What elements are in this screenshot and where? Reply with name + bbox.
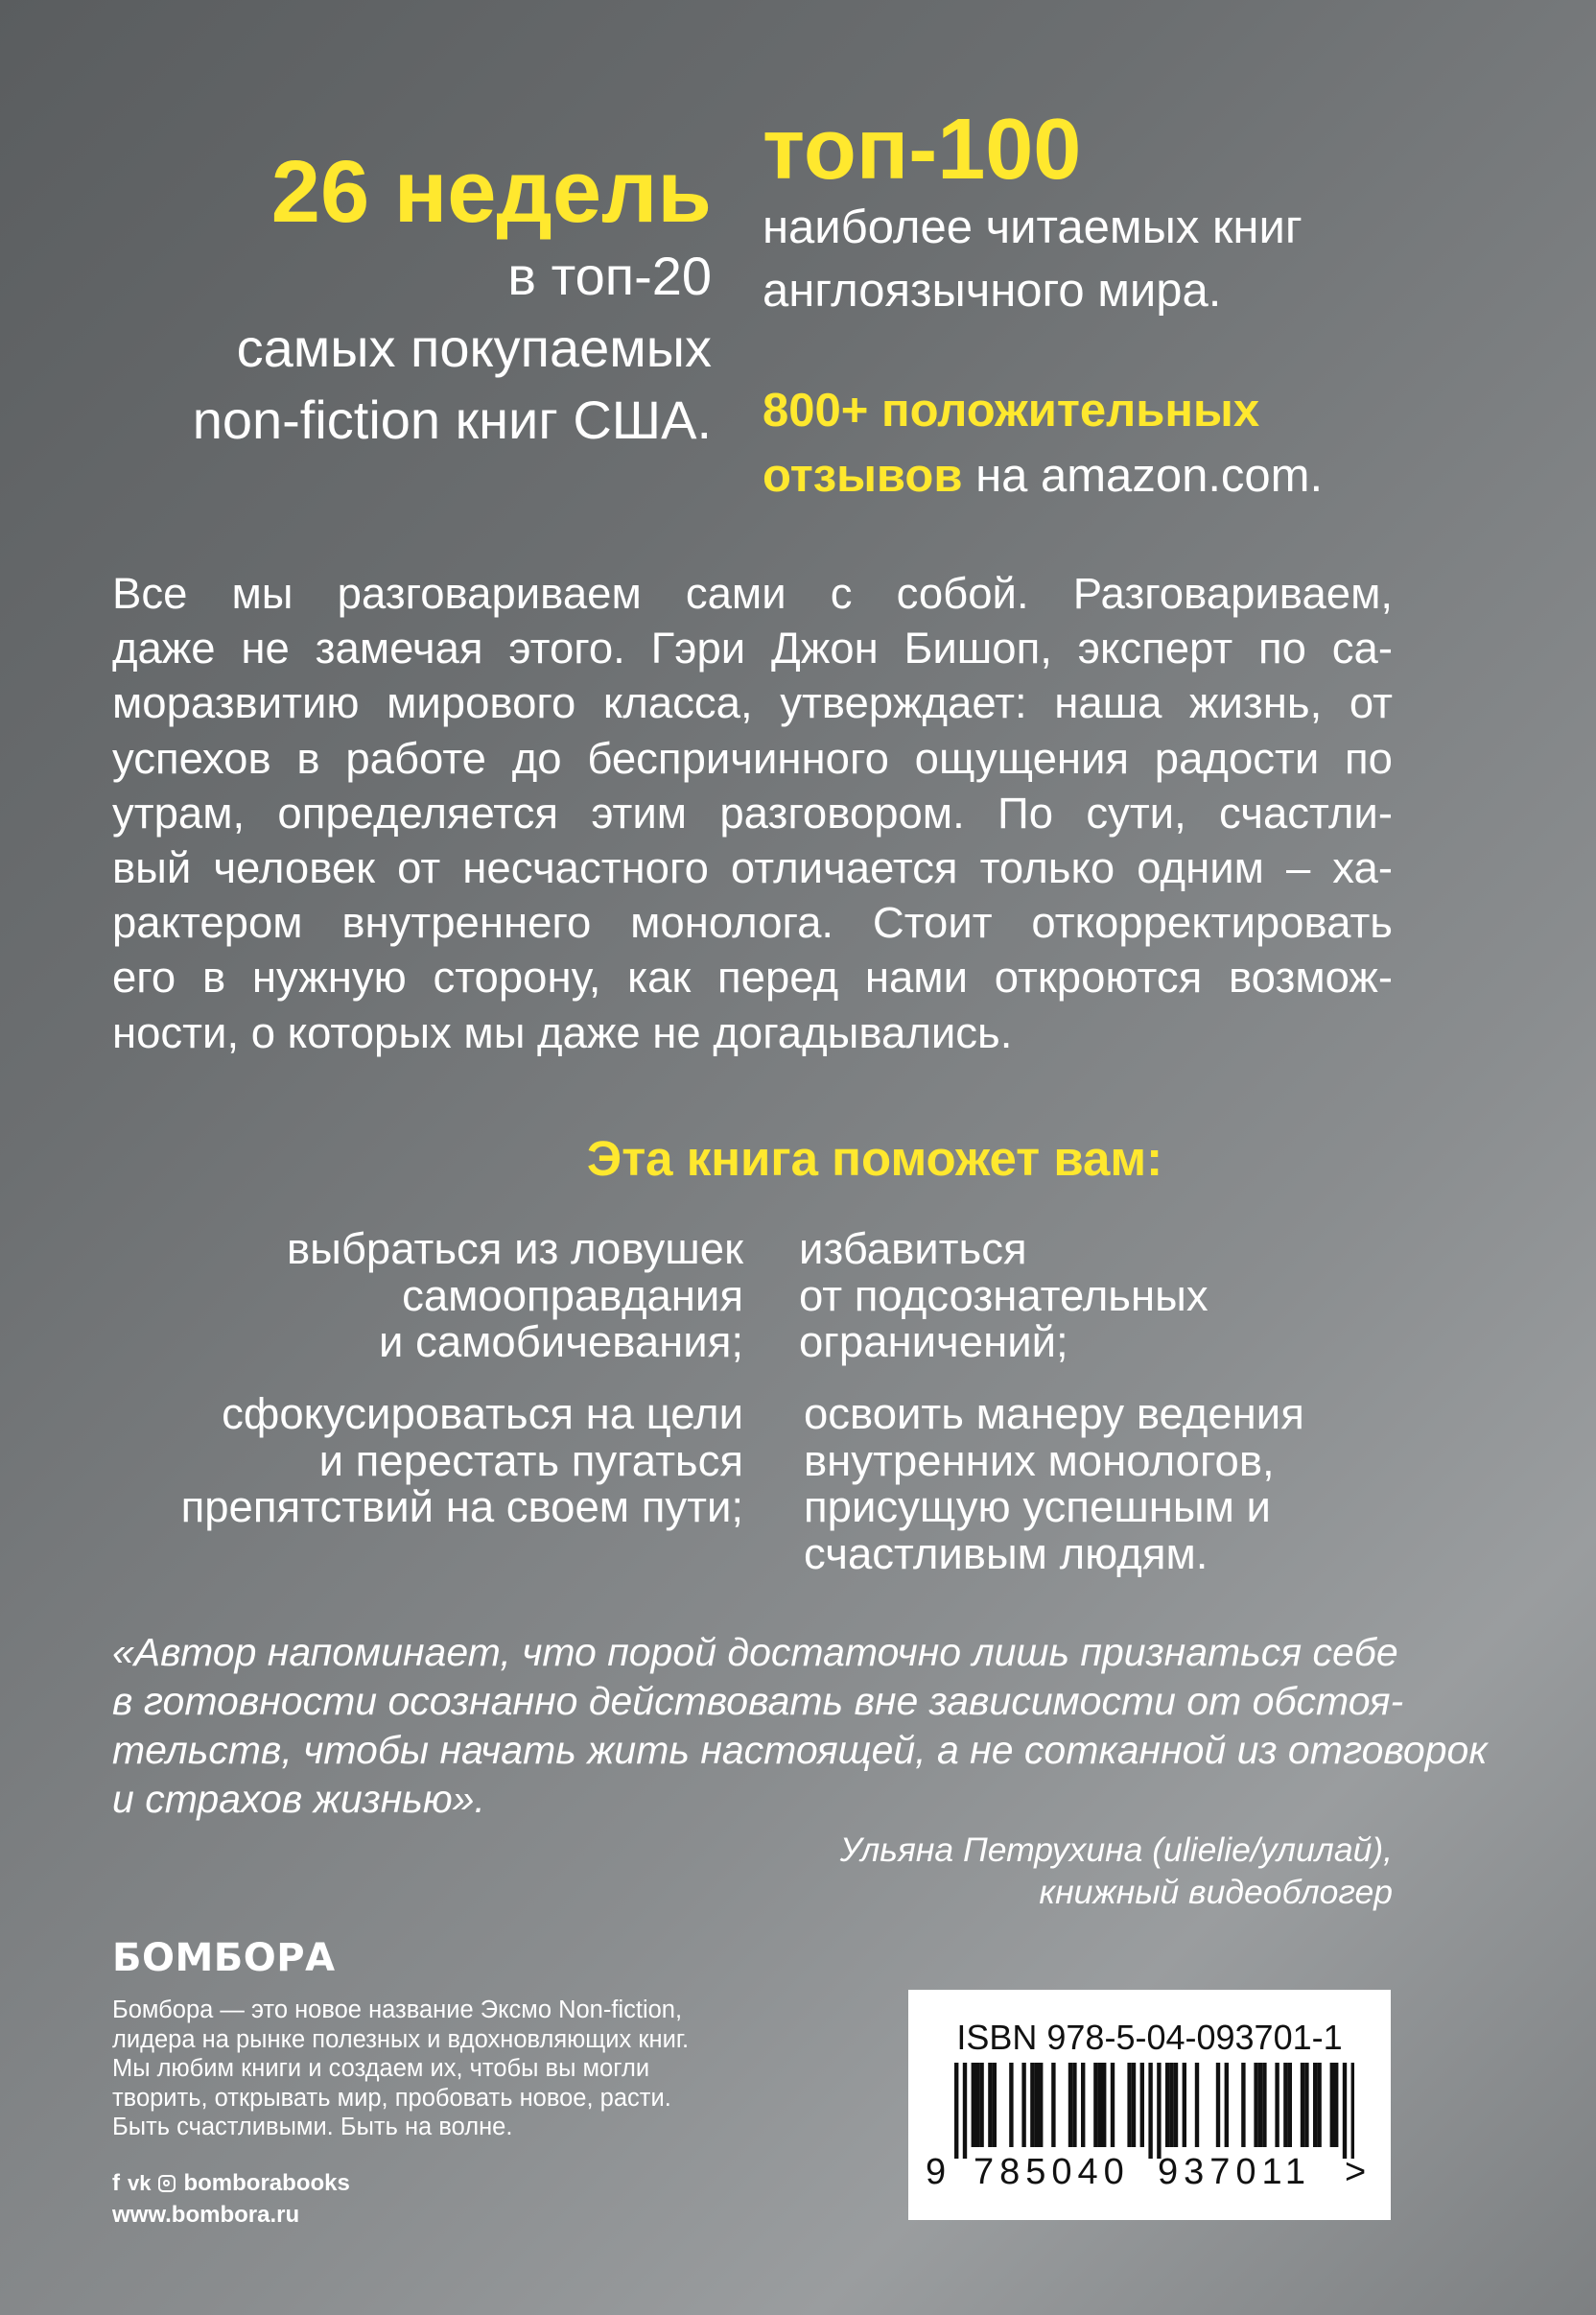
- reviews-text: [763, 378, 1530, 508]
- benefits-heading: Эта книга поможет вам:: [586, 1131, 1163, 1186]
- barcode-bar: [1157, 2063, 1161, 2159]
- vk-icon: vk: [128, 2171, 152, 2195]
- publisher-line: творить, открывать мир, пробовать новое, расти.: [112, 2084, 671, 2112]
- barcode-first-digit: 9: [926, 2152, 947, 2192]
- barcode-bar: [1132, 2063, 1136, 2147]
- barcode-bar: [1169, 2063, 1173, 2147]
- publisher-line: Мы любим книги и создаем их, чтобы вы могли: [112, 2055, 650, 2082]
- publisher-description: [112, 1996, 803, 2142]
- barcode-bar: [975, 2063, 979, 2147]
- barcode-bar: [1081, 2063, 1085, 2147]
- quote-line: тельств, чтобы начать жить настоящей, а не сотканной из отговорок: [112, 1728, 1488, 1772]
- weeks-title: 26 недель: [270, 143, 712, 241]
- weeks-line: в топ-20: [507, 246, 712, 306]
- barcode-bar: [954, 2063, 958, 2159]
- barcode-bar: [1021, 2063, 1025, 2147]
- benefit-line: выбраться из ловушек: [286, 1224, 743, 1273]
- barcode-bar: [1174, 2063, 1178, 2147]
- reviews-label: отзывов: [763, 450, 963, 502]
- top100-block: [763, 104, 1530, 508]
- review-quote: [112, 1628, 1488, 1824]
- benefit-line: от подсознательных: [799, 1270, 1209, 1320]
- barcode-bar: [1216, 2063, 1220, 2147]
- benefit-line: самооправдания: [402, 1270, 743, 1320]
- barcode-bar: [1351, 2063, 1354, 2159]
- barcode-bar: [1148, 2063, 1152, 2159]
- description-line: успехов в работе до беспричинного ощущения радости по: [112, 733, 1393, 783]
- description-line: его в нужную сторону, как перед нами откроются возмож-: [112, 953, 1393, 1003]
- barcode-bar: [1241, 2063, 1245, 2147]
- description-line: даже не замечая этого. Гэри Джон Бишоп, эксперт по са-: [112, 624, 1393, 673]
- barcode-bar: [972, 2063, 975, 2147]
- benefit-item: [804, 1391, 1475, 1577]
- description-line: ности, о которых мы даже не догадывались.: [112, 1007, 1013, 1057]
- barcode-bar: [1098, 2063, 1102, 2147]
- barcode-bar: [1072, 2063, 1076, 2147]
- benefit-item: [72, 1391, 743, 1531]
- quote-line: и страхов жизнью».: [112, 1777, 485, 1821]
- isbn-barcode: [908, 1990, 1391, 2220]
- weeks-line: non-fiction книг США.: [192, 390, 712, 450]
- social-links: [112, 2170, 350, 2197]
- book-description: [112, 566, 1393, 1060]
- barcode-bar: [1030, 2063, 1034, 2147]
- benefit-line: счастливым людям.: [804, 1528, 1209, 1578]
- barcode-bar: [1334, 2063, 1338, 2147]
- instagram-icon: [158, 2175, 176, 2192]
- barcode-bar: [1102, 2063, 1106, 2147]
- barcode-bar: [1035, 2063, 1039, 2147]
- reviews-source: на amazon.com.: [962, 450, 1324, 502]
- barcode-bar: [1093, 2063, 1097, 2147]
- barcode-bar: [1225, 2063, 1229, 2147]
- barcode-bar: [1313, 2063, 1317, 2147]
- quote-line: в готовности осознанно действовать вне зависимости от обстоя-: [112, 1679, 1404, 1723]
- barcode-bar: [1051, 2063, 1055, 2147]
- barcode-bar: [1165, 2063, 1169, 2147]
- benefit-line: освоить манеру ведения: [804, 1389, 1304, 1438]
- quote-line: «Автор напоминает, что порой достаточно лишь признаться себе: [112, 1630, 1398, 1674]
- benefit-item: [72, 1226, 743, 1366]
- barcode-end-mark: >: [1345, 2152, 1367, 2192]
- barcode-bar: [1127, 2063, 1131, 2147]
- publisher-website: www.bombora.ru: [112, 2202, 300, 2228]
- publisher-logo: БОМБОРА: [112, 1936, 336, 1980]
- publisher-line: Бомбора — это новое название Эксмо Non-fiction,: [112, 1996, 683, 2023]
- publisher-line: лидера на рынке полезных и вдохновляющих книг.: [112, 2025, 690, 2053]
- weeks-line: самых покупаемых: [236, 318, 712, 378]
- barcode-bar: [1258, 2063, 1262, 2147]
- barcode-bar: [1111, 2063, 1115, 2147]
- barcode-bar: [1304, 2063, 1308, 2147]
- barcode-bar: [1068, 2063, 1072, 2147]
- barcode-bar: [1254, 2063, 1257, 2147]
- barcode-bar: [979, 2063, 983, 2147]
- barcode-bar: [1039, 2063, 1043, 2147]
- barcode-bar: [1262, 2063, 1266, 2147]
- quote-author-role: книжный видеоблогер: [1039, 1873, 1393, 1911]
- benefit-line: избавиться: [799, 1224, 1027, 1273]
- barcode-bar: [1195, 2063, 1199, 2147]
- barcode-bar: [963, 2063, 967, 2159]
- reviews-count: 800+ положительных: [763, 385, 1260, 437]
- benefit-line: и перестать пугаться: [318, 1435, 743, 1485]
- facebook-icon: f: [112, 2170, 120, 2196]
- barcode-bar: [1288, 2063, 1292, 2147]
- barcode-bar: [1317, 2063, 1321, 2147]
- barcode-bar: [993, 2063, 997, 2147]
- benefit-line: внутренних монологов,: [804, 1435, 1275, 1485]
- barcode-bar: [1283, 2063, 1287, 2147]
- quote-author-name: Ульяна Петрухина (ulielie/улилай),: [839, 1831, 1393, 1869]
- benefit-line: ограничений;: [799, 1317, 1068, 1366]
- isbn-label: ISBN 978-5-04-093701-1: [956, 2018, 1343, 2057]
- top100-title: топ-100: [763, 102, 1082, 198]
- description-line: рактером внутреннего монолога. Стоит откорректировать: [112, 898, 1393, 948]
- social-handle: bomborabooks: [183, 2170, 350, 2196]
- benefit-line: и самобичевания;: [379, 1317, 743, 1366]
- description-line: вый человек от несчастного отличается только одним – ха-: [112, 843, 1393, 893]
- description-line: Все мы разговариваем сами с собой. Разговариваем,: [112, 569, 1393, 618]
- barcode-bar: [1009, 2063, 1013, 2147]
- top100-line: наиболее читаемых книг: [763, 201, 1303, 253]
- publisher-line: Быть счастливыми. Быть на волне.: [112, 2114, 513, 2140]
- barcode-bar: [1140, 2063, 1144, 2147]
- barcode-bar: [1183, 2063, 1186, 2147]
- description-line: моразвитию мирового класса, утверждает: наша жизнь, от: [112, 678, 1393, 728]
- weeks-bestseller-block: [0, 144, 712, 456]
- barcode-bar: [1330, 2063, 1334, 2147]
- description-line: утрам, определяется этим разговором. По сути, счастли-: [112, 788, 1393, 838]
- barcode-bar: [1343, 2063, 1347, 2159]
- benefit-item: [799, 1226, 1470, 1366]
- benefit-line: присущую успешным и: [804, 1482, 1271, 1531]
- quote-author: [480, 1829, 1393, 1913]
- barcode-left-group: 785040: [974, 2152, 1130, 2192]
- barcode-right-group: 937011: [1158, 2152, 1311, 2192]
- top100-line: англоязычного мира.: [763, 265, 1222, 317]
- benefit-line: сфокусироваться на цели: [222, 1389, 743, 1438]
- barcode-bars: [947, 2063, 1354, 2159]
- barcode-bar: [1301, 2063, 1304, 2147]
- barcode-bar: [988, 2063, 992, 2147]
- benefit-line: препятствий на своем пути;: [180, 1482, 743, 1531]
- barcode-bar: [1275, 2063, 1279, 2147]
